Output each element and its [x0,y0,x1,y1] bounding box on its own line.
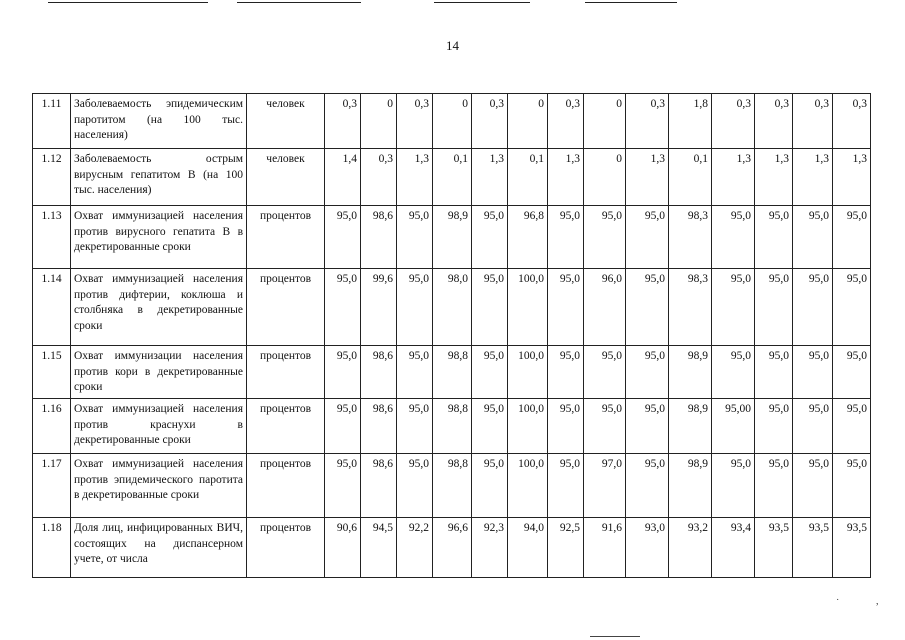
value-cell: 0,3 [755,94,793,149]
indicator-name-cell: Охват иммунизацией населения против вирусного гепатита В в декретированные сроки [71,206,247,269]
value-cell: 1,3 [397,149,433,206]
top-rule-4 [585,2,677,3]
row-number-cell: 1.14 [33,269,71,346]
indicator-name-cell: Охват иммунизацией населения против дифтерии, коклюша и столбняка в декретированные сроки [71,269,247,346]
value-cell: 95,0 [793,399,833,454]
value-cell: 95,0 [397,346,433,399]
value-cell: 95,0 [626,346,669,399]
value-cell: 95,0 [755,269,793,346]
value-cell: 95,0 [793,206,833,269]
indicators-table [32,93,871,578]
page-number: 14 [446,38,459,53]
value-cell: 92,3 [472,518,508,578]
value-cell: 98,6 [361,454,397,518]
value-cell: 0,3 [397,94,433,149]
value-cell: 98,8 [433,454,472,518]
value-cell: 100,0 [508,399,548,454]
value-cell: 93,4 [712,518,755,578]
value-cell: 1,3 [712,149,755,206]
value-cell: 98,6 [361,346,397,399]
value-cell: 95,0 [397,399,433,454]
value-cell: 95,0 [755,206,793,269]
value-cell: 95,0 [325,206,361,269]
value-cell: 0 [584,94,626,149]
unit-cell: процентов [247,206,325,269]
value-cell: 100,0 [508,269,548,346]
value-cell: 93,0 [626,518,669,578]
value-cell: 98,3 [669,269,712,346]
value-cell: 98,8 [433,346,472,399]
value-cell: 95,0 [626,399,669,454]
value-cell: 98,9 [433,206,472,269]
value-cell: 100,0 [508,346,548,399]
value-cell: 95,0 [755,399,793,454]
scan-mark: , [876,596,879,607]
value-cell: 97,0 [584,454,626,518]
value-cell: 95,0 [833,346,871,399]
value-cell: 95,0 [472,346,508,399]
value-cell: 95,0 [793,269,833,346]
row-number-cell: 1.16 [33,399,71,454]
unit-cell: человек [247,94,325,149]
table-row [33,269,871,346]
value-cell: 95,0 [472,269,508,346]
value-cell: 95,0 [626,269,669,346]
unit-cell: человек [247,149,325,206]
value-cell: 98,8 [433,399,472,454]
value-cell: 91,6 [584,518,626,578]
value-cell: 96,6 [433,518,472,578]
value-cell: 0 [584,149,626,206]
value-cell: 95,0 [548,454,584,518]
value-cell: 1,8 [669,94,712,149]
value-cell: 0 [433,94,472,149]
value-cell: 0 [508,94,548,149]
value-cell: 92,2 [397,518,433,578]
value-cell: 0,3 [793,94,833,149]
value-cell: 0,3 [361,149,397,206]
value-cell: 95,0 [325,454,361,518]
value-cell: 95,0 [833,269,871,346]
value-cell: 95,0 [548,346,584,399]
value-cell: 95,0 [472,206,508,269]
unit-cell: процентов [247,346,325,399]
value-cell: 95,0 [325,399,361,454]
value-cell: 98,3 [669,206,712,269]
value-cell: 98,9 [669,454,712,518]
value-cell: 95,0 [548,399,584,454]
value-cell: 96,0 [584,269,626,346]
value-cell: 95,0 [397,206,433,269]
value-cell: 95,0 [712,454,755,518]
row-number-cell: 1.12 [33,149,71,206]
unit-cell: процентов [247,454,325,518]
row-number-cell: 1.13 [33,206,71,269]
unit-cell: процентов [247,518,325,578]
value-cell: 1,3 [626,149,669,206]
value-cell: 93,5 [793,518,833,578]
value-cell: 95,0 [626,454,669,518]
value-cell: 0,3 [626,94,669,149]
value-cell: 1,3 [755,149,793,206]
table-row [33,94,871,149]
value-cell: 0,1 [508,149,548,206]
row-number-cell: 1.18 [33,518,71,578]
value-cell: 95,0 [712,269,755,346]
table-row [33,206,871,269]
table-row [33,149,871,206]
indicator-name-cell: Охват иммунизацией населения против эпидемического паротита в декретированные сроки [71,454,247,518]
value-cell: 93,5 [755,518,793,578]
value-cell: 95,0 [548,206,584,269]
indicator-name-cell: Охват иммунизации населения против кори в декретированные сроки [71,346,247,399]
indicator-name-cell: Заболеваемость эпидемическим паротитом (на 100 тыс. населения) [71,94,247,149]
value-cell: 95,0 [626,206,669,269]
value-cell: 95,0 [584,346,626,399]
value-cell: 0,3 [325,94,361,149]
value-cell: 1,3 [793,149,833,206]
value-cell: 0,1 [433,149,472,206]
value-cell: 0,3 [548,94,584,149]
value-cell: 98,9 [669,346,712,399]
table-row [33,518,871,578]
bottom-stroke [590,636,640,637]
value-cell: 0,3 [833,94,871,149]
value-cell: 98,0 [433,269,472,346]
value-cell: 95,0 [325,269,361,346]
row-number-cell: 1.15 [33,346,71,399]
value-cell: 1,3 [833,149,871,206]
indicator-name-cell: Доля лиц, инфицированных ВИЧ, состоящих на диспансерном учете, от числа [71,518,247,578]
top-rule-2 [237,2,361,3]
value-cell: 95,0 [472,399,508,454]
value-cell: 1,3 [548,149,584,206]
value-cell: 93,2 [669,518,712,578]
value-cell: 96,8 [508,206,548,269]
value-cell: 95,0 [712,346,755,399]
indicator-name-cell: Заболеваемость острым вирусным гепатитом В (на 100 тыс. населения) [71,149,247,206]
value-cell: 95,0 [833,206,871,269]
value-cell: 95,0 [793,346,833,399]
scan-mark: ˙ [836,598,840,609]
value-cell: 92,5 [548,518,584,578]
table-row [33,346,871,399]
row-number-cell: 1.17 [33,454,71,518]
value-cell: 0,3 [472,94,508,149]
value-cell: 95,0 [833,399,871,454]
value-cell: 95,00 [712,399,755,454]
table-body [33,94,871,578]
top-rule-3 [434,2,530,3]
value-cell: 1,4 [325,149,361,206]
value-cell: 0 [361,94,397,149]
value-cell: 98,9 [669,399,712,454]
value-cell: 94,0 [508,518,548,578]
value-cell: 95,0 [325,346,361,399]
value-cell: 95,0 [755,454,793,518]
value-cell: 95,0 [472,454,508,518]
value-cell: 98,6 [361,399,397,454]
value-cell: 95,0 [584,206,626,269]
value-cell: 95,0 [755,346,793,399]
value-cell: 94,5 [361,518,397,578]
table-row [33,454,871,518]
row-number-cell: 1.11 [33,94,71,149]
value-cell: 100,0 [508,454,548,518]
value-cell: 95,0 [397,454,433,518]
unit-cell: процентов [247,399,325,454]
top-rule-1 [48,2,208,3]
value-cell: 0,3 [712,94,755,149]
value-cell: 90,6 [325,518,361,578]
indicator-name-cell: Охват иммунизацией населения против краснухи в декретированные сроки [71,399,247,454]
value-cell: 98,6 [361,206,397,269]
value-cell: 95,0 [833,454,871,518]
unit-cell: процентов [247,269,325,346]
table-row [33,399,871,454]
value-cell: 95,0 [712,206,755,269]
value-cell: 95,0 [548,269,584,346]
value-cell: 93,5 [833,518,871,578]
value-cell: 95,0 [584,399,626,454]
value-cell: 95,0 [793,454,833,518]
value-cell: 1,3 [472,149,508,206]
value-cell: 95,0 [397,269,433,346]
value-cell: 0,1 [669,149,712,206]
value-cell: 99,6 [361,269,397,346]
